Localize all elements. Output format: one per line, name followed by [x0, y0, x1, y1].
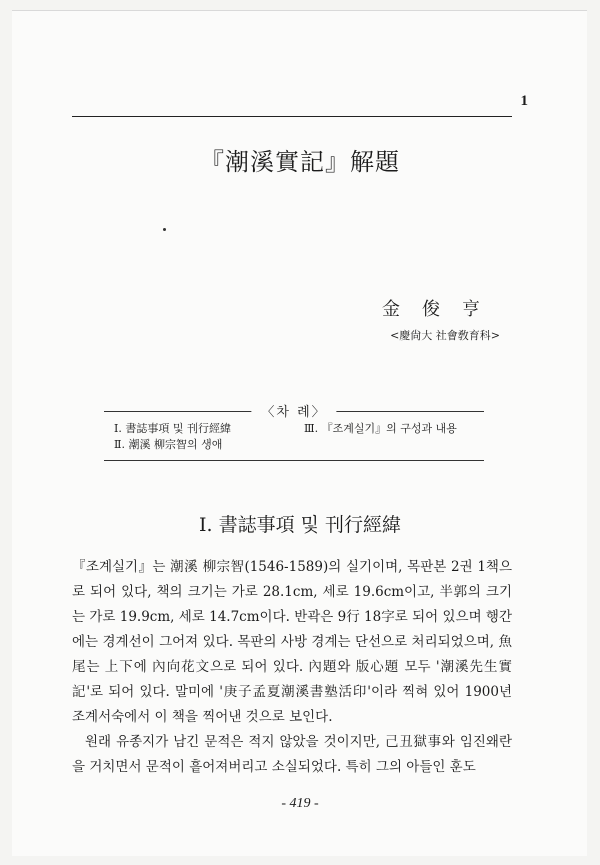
toc-item-2: Ⅱ. 潮溪 柳宗智의 생애: [114, 438, 223, 451]
stray-mark: [163, 228, 166, 231]
table-of-contents: [104, 405, 484, 461]
article-title: 『潮溪實記』解題: [200, 148, 400, 176]
paragraph-2: 원래 유종지가 남긴 문적은 적지 않았을 것이지만, 己丑獄事와 임진왜란을 거치면서 문적이 흩어져버리고 소실되었다. 특히 그의 아들인 훈도: [72, 734, 512, 775]
header-rule: [72, 116, 512, 117]
toc-item-3: Ⅲ. 『조계실기』의 구성과 내용: [304, 422, 457, 435]
toc-heading: 〈차 례〉: [251, 401, 336, 420]
page-folio: - 419 -: [281, 796, 319, 811]
author-affiliation: <慶尙大 社會敎育科>: [390, 329, 500, 342]
running-page-number: 1: [520, 93, 528, 109]
author-name: 金俊亨: [382, 299, 502, 320]
paragraph-1: 『조계실기』는 潮溪 柳宗智(1546-1589)의 실기이며, 목판본 2권 1책으로 되어 있다, 책의 크기는 가로 28.1cm, 세로 19.6cm이고, 半郭의 크기는 가로 19.9cm, 세로 14.7cm이다. 반곽은 9行 18字로 되어 있으며 행간에는 경계선이 그어져 있다. 목판의 사방 경계는 단선으로 처리되었으며, 魚尾는 上下에 內向花文으로 되어 있다. 內題와 版心題 모두 '潮溪先生實記'로 되어 있다. 말미에 '庚子孟夏潮溪書塾活印'이라 찍혀 있어 1900년 조계서숙에서 이 책을 찍어낸 것으로 보인다.: [72, 559, 512, 725]
toc-item-1: Ⅰ. 書誌事項 및 刊行經緯: [114, 422, 231, 435]
section-heading: Ⅰ. 書誌事項 및 刊行經緯: [198, 514, 402, 536]
body-text: [72, 555, 512, 780]
